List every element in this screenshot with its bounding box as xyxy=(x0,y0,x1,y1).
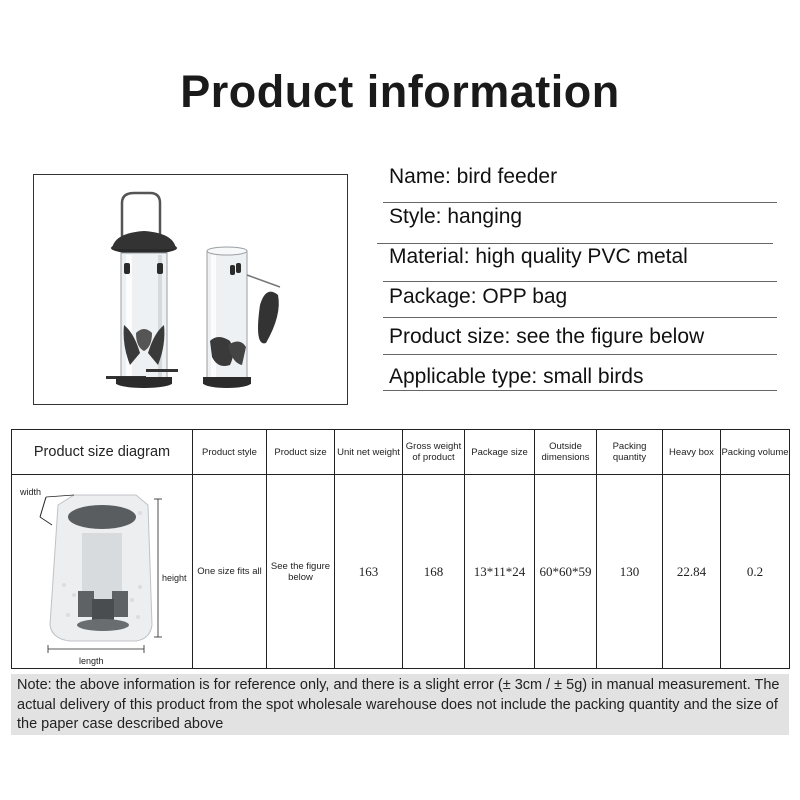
spec-style: Style: hanging xyxy=(389,205,523,228)
header-package-size: Package size xyxy=(465,430,535,475)
product-photo xyxy=(33,174,348,405)
header-packing-quantity: Packing quantity xyxy=(597,430,663,475)
feeder-roof-icon xyxy=(68,505,136,529)
feeding-port xyxy=(124,263,130,274)
header-heavy-box: Heavy box xyxy=(663,430,721,475)
divider xyxy=(383,281,777,282)
open-lid xyxy=(258,292,279,344)
divider xyxy=(377,243,773,244)
cell-packing-quantity: 130 xyxy=(597,475,663,669)
header-unit-net-weight: Unit net weight xyxy=(335,430,403,475)
spec-material: Material: high quality PVC metal xyxy=(389,245,688,268)
cell-product-size: See the figure below xyxy=(267,475,335,669)
table-header-row xyxy=(12,430,790,475)
divider xyxy=(383,317,777,318)
header-product-size: Product size xyxy=(267,430,335,475)
header-product-size-diagram: Product size diagram xyxy=(12,430,193,475)
cell-product-style: One size fits all xyxy=(193,475,267,669)
table-row xyxy=(12,475,790,669)
spec-package: Package: OPP bag xyxy=(389,285,568,308)
diagram-length-label: length xyxy=(79,656,104,666)
header-product-style: Product style xyxy=(193,430,267,475)
cell-unit-net-weight: 163 xyxy=(335,475,403,669)
cell-packing-volume: 0.2 xyxy=(721,475,790,669)
diagram-width-label: width xyxy=(20,487,42,497)
spec-product-size: Product size: see the figure below xyxy=(389,325,705,348)
spec-name: Name: bird feeder xyxy=(389,165,558,188)
size-table xyxy=(11,429,790,669)
divider xyxy=(383,202,777,203)
size-diagram xyxy=(12,475,193,669)
diagram-height-label: height xyxy=(162,573,187,583)
bird-feeder-illustration xyxy=(34,175,349,406)
header-packing-volume: Packing volume xyxy=(721,430,790,475)
header-outside-dimensions: Outside dimensions xyxy=(535,430,597,475)
divider xyxy=(383,354,777,355)
cell-outside-dimensions: 60*60*59 xyxy=(535,475,597,669)
cell-gross-weight: 168 xyxy=(403,475,465,669)
divider xyxy=(383,390,777,391)
page-title: Product information xyxy=(180,66,620,117)
spec-applicable-type: Applicable type: small birds xyxy=(389,365,644,388)
cell-package-size: 13*11*24 xyxy=(465,475,535,669)
feeding-port xyxy=(230,265,235,275)
cell-heavy-box: 22.84 xyxy=(663,475,721,669)
header-gross-weight: Gross weight of product xyxy=(403,430,465,475)
disclaimer-note: Note: the above information is for reference only, and there is a slight error (± 3cm / ± 5g) in manual measurement. The actual delivery of this product from the spot wholesale warehouse does not include the packing quantity and the size of the paper case described above xyxy=(11,674,789,735)
